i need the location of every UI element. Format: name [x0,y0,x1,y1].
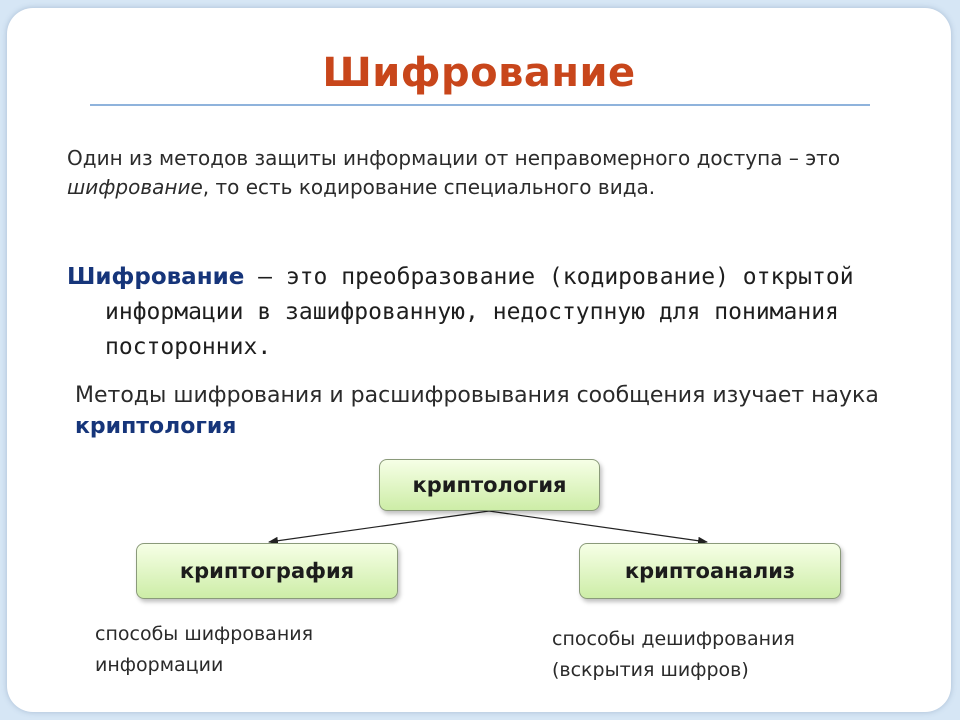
intro-text-before: Один из методов защиты информации от неправомерного доступа – это [67,146,841,170]
cryptography-note-line1: способы шифрования [95,623,314,645]
cryptanalysis-note-line2: (вскрытия шифров) [552,659,749,681]
cryptanalysis-note [552,624,872,686]
arrow-to-cryptography [269,511,489,542]
slide [7,8,951,712]
slide-title: Шифрование [322,50,636,96]
node-cryptography: криптография [136,543,398,599]
definition-text: – это преобразование (кодирование) открытой информации в зашифрованную, недоступную для понимания посторонних. [105,264,854,360]
methods-text: Методы шифрования и расшифровывания сообщения изучает наука [75,383,879,408]
node-cryptanalysis: криптоанализ [579,543,841,599]
intro-text-after: , то есть кодирование специального вида. [202,175,656,199]
arrow-to-cryptanalysis [489,511,707,542]
diagram-arrows [7,8,951,712]
node-cryptology: криптология [379,459,600,511]
cryptography-note [95,619,395,681]
cryptography-note-line2: информации [95,654,224,676]
methods-science-term: криптология [75,414,237,439]
cryptanalysis-note-line1: способы дешифрования [552,628,795,650]
definition-term: Шифрование [67,264,245,290]
intro-emphasis: шифрование [67,175,203,199]
